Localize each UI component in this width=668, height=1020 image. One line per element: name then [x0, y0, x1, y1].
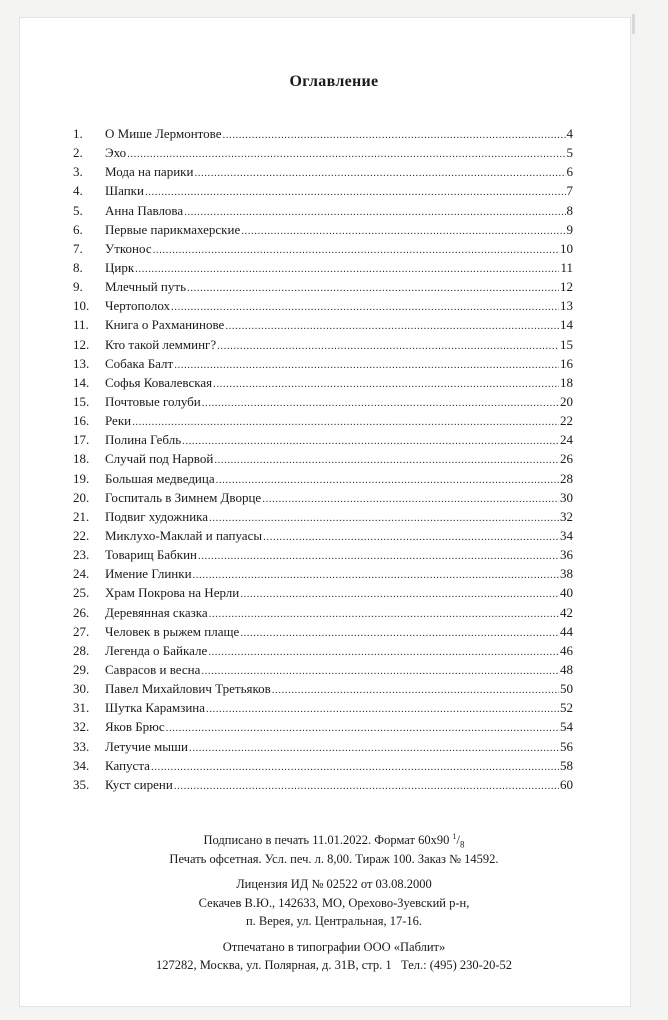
toc-entry-page: 9 [566, 221, 573, 237]
toc-entry-number: 19. [73, 470, 90, 486]
toc-entry-page: 36 [560, 547, 573, 563]
toc-entry-title: Собака Балт [105, 355, 174, 371]
toc-entry-number: 17. [73, 432, 90, 448]
toc-entry-number: 11. [73, 317, 89, 333]
toc-entry [73, 603, 573, 622]
toc-entry-title: О Мише Лермонтове [105, 126, 222, 141]
toc-dot-leader [241, 222, 565, 241]
toc-dot-leader [151, 758, 559, 777]
toc-entry-title: Первые парикмахерские [105, 221, 241, 237]
toc-entry-number: 31. [73, 700, 90, 716]
toc-dot-leader [184, 203, 565, 222]
toc-entry-title: Деревянная сказка [105, 604, 208, 620]
toc-entry-title: Полина Гебль [105, 432, 182, 448]
imprint-block [0, 831, 668, 975]
toc-entry [73, 717, 573, 736]
toc-entry-number: 14. [73, 374, 90, 390]
toc-entry-number: 25. [73, 585, 90, 601]
toc-entry-title: Почтовые голуби [105, 393, 201, 409]
toc-entry-page: 13 [560, 298, 573, 314]
toc-entry-title: Большая медведица [105, 470, 215, 486]
toc-entry [73, 373, 573, 392]
toc-entry-title: Капуста [105, 757, 150, 773]
toc-entry-title: Летучие мыши [105, 738, 188, 754]
toc-entry-page: 40 [560, 585, 573, 601]
toc-entry-title: Цирк [105, 259, 135, 275]
toc-entry [73, 449, 573, 468]
toc-entry-title: Утконос [105, 240, 152, 256]
toc-entry-number: 6. [73, 221, 83, 237]
table-of-contents [73, 124, 573, 794]
page-edge-mark [632, 14, 635, 34]
toc-entry-number: 12. [73, 336, 90, 352]
toc-entry-page: 50 [560, 681, 573, 697]
toc-dot-leader [166, 719, 559, 738]
toc-entry-number: 32. [73, 719, 90, 735]
toc-entry-page: 58 [560, 757, 573, 773]
toc-entry [73, 220, 573, 239]
toc-dot-leader [193, 566, 559, 585]
toc-entry-number: 26. [73, 604, 90, 620]
toc-entry-title: Чертополох [105, 298, 171, 314]
toc-entry-title: Яков Брюс [105, 719, 165, 735]
toc-entry-page: 38 [560, 566, 573, 582]
toc-entry-title: Шапки [105, 183, 144, 199]
toc-entry-title: Книга о Рахманинове [105, 317, 225, 333]
toc-dot-leader [217, 337, 559, 356]
toc-entry-number: 34. [73, 757, 90, 773]
toc-entry [73, 258, 573, 277]
toc-dot-leader [135, 260, 559, 279]
toc-entry [73, 315, 573, 334]
toc-entry-title: Госпиталь в Зимнем Дворце [105, 489, 262, 505]
toc-entry [73, 469, 573, 488]
toc-entry [73, 775, 573, 794]
toc-entry-title: Эхо [105, 145, 127, 161]
toc-entry-number: 2. [73, 145, 83, 161]
toc-entry [73, 411, 573, 430]
toc-entry-page: 60 [560, 776, 573, 792]
toc-entry [73, 756, 573, 775]
toc-entry-page: 10 [560, 240, 573, 256]
toc-dot-leader [225, 317, 559, 336]
toc-entry [73, 277, 573, 296]
toc-entry-page: 16 [560, 355, 573, 371]
toc-entry [73, 181, 573, 200]
toc-dot-leader [202, 394, 559, 413]
toc-dot-leader [240, 624, 559, 643]
toc-entry-number: 23. [73, 547, 90, 563]
toc-entry-title: Человек в рыжем плаще [105, 623, 240, 639]
toc-entry-page: 46 [560, 642, 573, 658]
toc-entry-number: 29. [73, 661, 90, 677]
toc-dot-leader [174, 356, 559, 375]
toc-entry-page: 48 [560, 661, 573, 677]
toc-dot-leader [145, 183, 566, 202]
toc-entry-title: Софья Ковалевская [105, 374, 213, 390]
toc-entry-page: 44 [560, 623, 573, 639]
toc-dot-leader [216, 471, 559, 490]
toc-entry [73, 737, 573, 756]
toc-entry-number: 20. [73, 489, 90, 505]
toc-entry-title: Товарищ Бабкин [105, 547, 197, 563]
imprint-publisher-line1: Секачев В.Ю., 142633, МО, Орехово-Зуевский р-н, [198, 895, 470, 910]
toc-entry-number: 28. [73, 642, 90, 658]
toc-dot-leader [240, 585, 559, 604]
toc-entry-title: Кто такой лемминг? [105, 336, 217, 352]
toc-entry-page: 4 [566, 126, 573, 141]
imprint-print-info: Печать офсетная. Усл. печ. л. 8,00. Тираж 100. Заказ № 14592. [169, 851, 499, 866]
toc-entry-number: 18. [73, 451, 90, 467]
toc-entry-number: 24. [73, 566, 90, 582]
toc-dot-leader [223, 126, 566, 145]
toc-entry-page: 26 [560, 451, 573, 467]
toc-dot-leader [194, 164, 565, 183]
toc-dot-leader [198, 547, 559, 566]
toc-dot-leader [174, 777, 559, 796]
toc-entry [73, 545, 573, 564]
toc-entry-page: 34 [560, 527, 573, 543]
toc-entry-number: 15. [73, 393, 90, 409]
toc-entry-title: Куст сирени [105, 776, 173, 792]
toc-entry [73, 622, 573, 641]
toc-entry [73, 660, 573, 679]
imprint-signed-text: Подписано в печать 11.01.2022. Формат 60х90 [203, 833, 450, 847]
toc-entry-title: Млечный путь [105, 279, 186, 295]
toc-entry-title: Легенда о Байкале [105, 642, 208, 658]
toc-entry [73, 124, 573, 143]
toc-entry-page: 18 [560, 374, 573, 390]
imprint-format-fraction: $^1/_8$ [452, 831, 465, 850]
toc-entry-page: 54 [560, 719, 573, 735]
toc-entry-number: 22. [73, 527, 90, 543]
toc-entry-page: 28 [560, 470, 573, 486]
toc-dot-leader [272, 681, 559, 700]
toc-dot-leader [208, 643, 559, 662]
toc-dot-leader [171, 298, 559, 317]
toc-dot-leader [206, 700, 559, 719]
toc-entry-page: 8 [566, 202, 573, 218]
toc-entry-page: 11 [560, 259, 573, 275]
imprint-license: Лицензия ИД № 02522 от 03.08.2000 [236, 877, 432, 891]
toc-entry-page: 24 [560, 432, 573, 448]
toc-entry [73, 143, 573, 162]
toc-entry-number: 35. [73, 776, 90, 792]
toc-entry-number: 1. [73, 126, 83, 141]
toc-dot-leader [262, 490, 559, 509]
toc-dot-leader [132, 413, 559, 432]
toc-entry-number: 33. [73, 738, 90, 754]
toc-entry-title: Подвиг художника [105, 508, 209, 524]
toc-entry-number: 7. [73, 240, 83, 256]
toc-dot-leader [209, 605, 559, 624]
toc-entry-title: Анна Павлова [105, 202, 184, 218]
toc-entry-number: 16. [73, 413, 90, 429]
toc-entry-page: 30 [560, 489, 573, 505]
toc-entry-page: 12 [560, 279, 573, 295]
toc-entry [73, 526, 573, 545]
toc-entry-page: 42 [560, 604, 573, 620]
toc-entry-title: Саврасов и весна [105, 661, 201, 677]
toc-entry-title: Шутка Карамзина [105, 700, 206, 716]
toc-entry-number: 8. [73, 259, 83, 275]
toc-entry-title: Имение Глинки [105, 566, 192, 582]
toc-entry-page: 14 [560, 317, 573, 333]
toc-entry-page: 7 [566, 183, 573, 199]
toc-dot-leader [153, 241, 559, 260]
toc-entry [73, 641, 573, 660]
toc-entry-title: Павел Михайлович Третьяков [105, 681, 271, 697]
toc-dot-leader [182, 432, 559, 451]
toc-entry [73, 162, 573, 181]
toc-dot-leader [213, 375, 559, 394]
toc-entry-number: 3. [73, 164, 83, 180]
toc-dot-leader [187, 279, 559, 298]
toc-entry-number: 21. [73, 508, 90, 524]
toc-entry-number: 5. [73, 202, 83, 218]
toc-entry-title: Реки [105, 413, 132, 429]
toc-entry [73, 698, 573, 717]
toc-entry-title: Миклухо-Маклай и папуасы [105, 527, 263, 543]
toc-entry [73, 239, 573, 258]
imprint-signed-line [0, 831, 668, 850]
toc-entry [73, 201, 573, 220]
toc-dot-leader [214, 451, 559, 470]
toc-entry-title: Храм Покрова на Нерли [105, 585, 240, 601]
toc-entry-page: 56 [560, 738, 573, 754]
toc-entry-page: 5 [566, 145, 573, 161]
toc-entry [73, 430, 573, 449]
toc-entry [73, 335, 573, 354]
toc-dot-leader [263, 528, 559, 547]
toc-entry-page: 20 [560, 393, 573, 409]
toc-entry-page: 52 [560, 700, 573, 716]
toc-entry-number: 27. [73, 623, 90, 639]
toc-entry [73, 679, 573, 698]
page-title: Оглавление [289, 73, 379, 90]
toc-entry [73, 507, 573, 526]
toc-entry-page: 32 [560, 508, 573, 524]
imprint-printer-line2: 127282, Москва, ул. Полярная, д. 31В, стр. 1 Тел.: (495) 230-20-52 [156, 958, 512, 972]
toc-entry-number: 9. [73, 279, 83, 295]
toc-entry-title: Мода на парики [105, 164, 194, 180]
toc-entry-page: 6 [566, 164, 573, 180]
toc-entry-number: 13. [73, 355, 90, 371]
toc-entry-title: Случай под Нарвой [105, 451, 214, 467]
toc-entry [73, 583, 573, 602]
toc-entry-page: 22 [560, 413, 573, 429]
toc-entry [73, 354, 573, 373]
imprint-printer-line1: Отпечатано в типографии ООО «Паблит» [222, 939, 446, 954]
toc-dot-leader [189, 739, 559, 758]
imprint-publisher-line2: п. Верея, ул. Центральная, 17-16. [245, 914, 423, 928]
toc-entry-page: 15 [560, 336, 573, 352]
toc-entry-number: 4. [73, 183, 83, 199]
toc-entry [73, 392, 573, 411]
toc-entry [73, 296, 573, 315]
toc-entry [73, 488, 573, 507]
toc-entry [73, 564, 573, 583]
toc-entry-number: 10. [73, 298, 90, 314]
toc-entry-number: 30. [73, 681, 90, 697]
